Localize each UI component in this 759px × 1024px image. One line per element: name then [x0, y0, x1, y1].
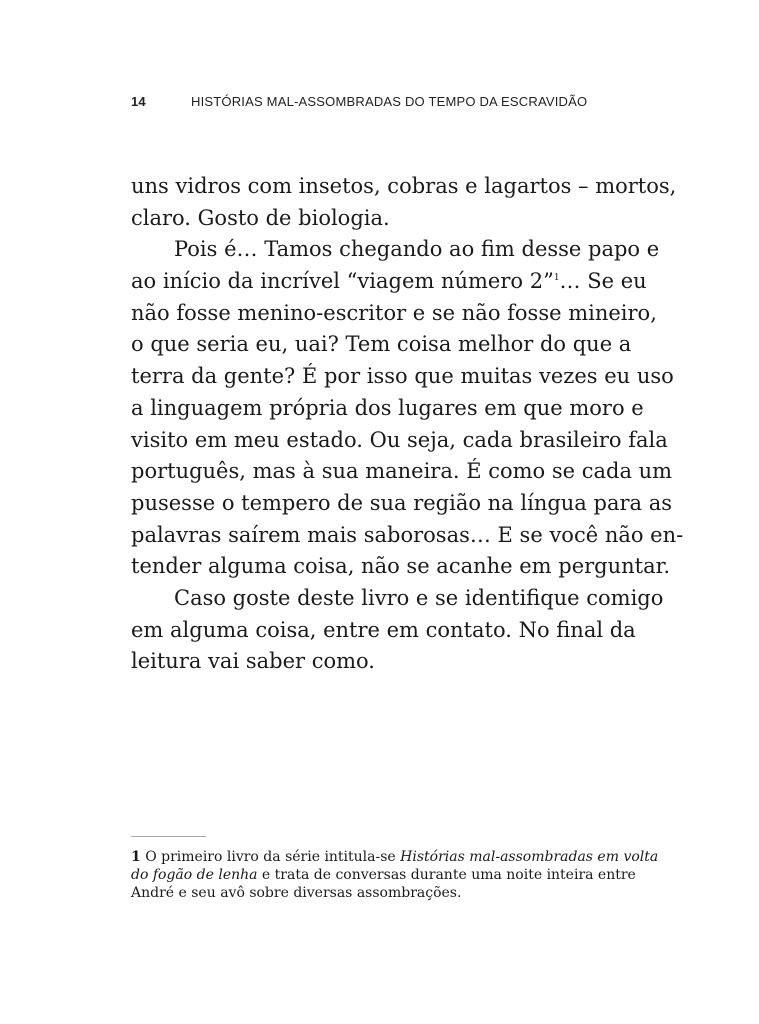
text-line: visito em meu estado. Ou seja, cada brasileiro fala	[131, 427, 668, 452]
text-line: a linguagem própria dos lugares em que moro e	[131, 395, 644, 420]
text-line: tender alguma coisa, não se acanhe em perguntar.	[131, 554, 671, 579]
text-line	[131, 266, 647, 298]
text-line: Pois é… Tamos chegando ao fim desse papo e	[174, 237, 660, 262]
footnote	[131, 848, 659, 902]
footnote-text: e trata de conversas durante uma noite inteira entre	[257, 867, 636, 883]
page-number: 14	[131, 94, 146, 109]
text-line: não fosse menino-escritor e se não fosse mineiro,	[131, 300, 657, 325]
footnote-number: 1	[131, 849, 141, 865]
running-title: HISTÓRIAS MAL-ASSOMBRADAS DO TEMPO DA ESCRAVIDÃO	[191, 94, 588, 109]
footnote-line	[131, 866, 636, 884]
text-line: palavras saírem mais saborosas… E se você não en-	[131, 522, 684, 547]
book-title: Histórias mal-assombradas em volta	[400, 849, 659, 865]
running-head	[131, 94, 631, 112]
footnote-text: O primeiro livro da série intitula-se	[140, 849, 401, 865]
text-fragment: ao início da incrível “viagem número 2”	[131, 269, 554, 294]
footnote-reference[interactable]: 1	[553, 273, 560, 284]
text-line: pusesse o tempero de sua região na língua para as	[131, 490, 672, 515]
footnote-divider	[131, 836, 206, 837]
text-line: claro. Gosto de biologia.	[131, 205, 390, 230]
text-line: o que seria eu, uai? Tem coisa melhor do que a	[131, 332, 632, 357]
text-fragment: … Se eu	[559, 269, 647, 294]
text-line: português, mas à sua maneira. É como se cada um	[131, 459, 673, 484]
footnote-line	[131, 848, 659, 866]
footnote-line: André e seu avô sobre diversas assombrações.	[131, 885, 462, 901]
text-line: em alguma coisa, entre em contato. No final da	[131, 617, 636, 642]
text-line: terra da gente? É por isso que muitas vezes eu uso	[131, 364, 674, 389]
text-line: uns vidros com insetos, cobras e lagartos – mortos,	[131, 174, 677, 198]
text-line: leitura vai saber como.	[131, 649, 375, 674]
body-text	[131, 171, 684, 678]
text-line: Caso goste deste livro e se identifique comigo	[174, 585, 664, 610]
book-title: do fogão de lenha	[131, 867, 258, 883]
